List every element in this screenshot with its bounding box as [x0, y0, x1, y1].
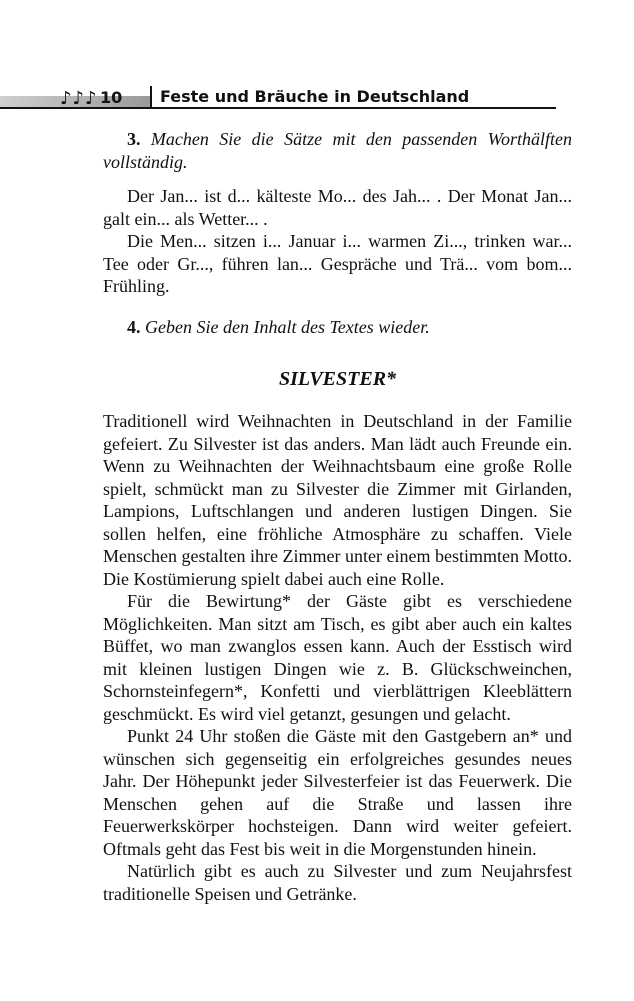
task-3 — [103, 128, 572, 173]
article-paragraph: Natürlich gibt es auch zu Silvester und zum Neujahrsfest traditionelle Speisen und Getränke. — [103, 861, 572, 904]
task-3-instruction: Machen Sie die Sätze mit den passenden Worthälften vollständig. — [103, 129, 572, 172]
header-icons — [60, 89, 97, 109]
article-title: SILVESTER* — [278, 368, 397, 390]
page-content — [103, 128, 572, 905]
running-title: Feste und Bräuche in Deutschland — [160, 87, 470, 106]
music-note-icon: ♪ — [85, 88, 97, 109]
task-3-paragraph-2: Die Men... sitzen i... Januar i... warmen Zi..., trinken war... Tee oder Gr..., führen lan... Gespräche und Trä... vom bom... Frühling. — [103, 231, 572, 296]
task-4-number: 4. — [127, 316, 141, 337]
article-paragraph: Punkt 24 Uhr stoßen die Gäste mit den Gastgebern an* und wünschen sich gegenseitig ein erfolgreiches gesundes neues Jahr. Der Höhepunkt jeder Silvesterfeier ist das Feuerwerk. Die Menschen gehen auf die Straße und lassen ihre Feuerwerkskörper hochsteigen. Dann wird weiter gefeiert. Oftmals geht das Fest bis weit in die Morgenstunden hinein. — [103, 726, 572, 859]
page-number: 10 — [100, 88, 123, 107]
music-note-icon: ♪ — [60, 88, 72, 109]
music-note-icon: ♪ — [72, 88, 84, 109]
article-paragraph: Für die Bewirtung* der Gäste gibt es verschiedene Möglichkeiten. Man sitzt am Tisch, es gibt aber auch ein kaltes Büffet, wo man zwanglos essen kann. Auch der Esstisch wird mit kleinen lustigen Dingen wie z. B. Glückschweinchen, Schornsteinfegern*, Konfetti und vierblättrigen Kleeblättern geschmückt. Es wird viel getanzt, gesungen und gelacht. — [103, 591, 572, 724]
task-4-instruction: Geben Sie den Inhalt des Textes wieder. — [145, 316, 430, 337]
task-4 — [103, 316, 572, 339]
task-3-paragraph-1: Der Jan... ist d... kälteste Mo... des Jah... . Der Monat Jan... galt ein... als Wetter... . — [103, 186, 572, 229]
article-paragraph: Traditionell wird Weihnachten in Deutschland in der Familie gefeiert. Zu Silvester ist das anders. Man lädt auch Freunde ein. Wenn zu Weihnachten der Weihnachtsbaum eine große Rolle spielt, schmückt man zu Silvester die Zimmer mit Girlanden, Lampions, Luftschlangen und anderen lustigen Dingen. Sie sollen helfen, eine fröhliche Atmosphäre zu schaffen. Viele Menschen gestalten ihre Zimmer unter einem bestimmten Motto. Die Kostümierung spielt dabei auch eine Rolle. — [103, 411, 572, 589]
task-3-number: 3. — [127, 129, 141, 149]
